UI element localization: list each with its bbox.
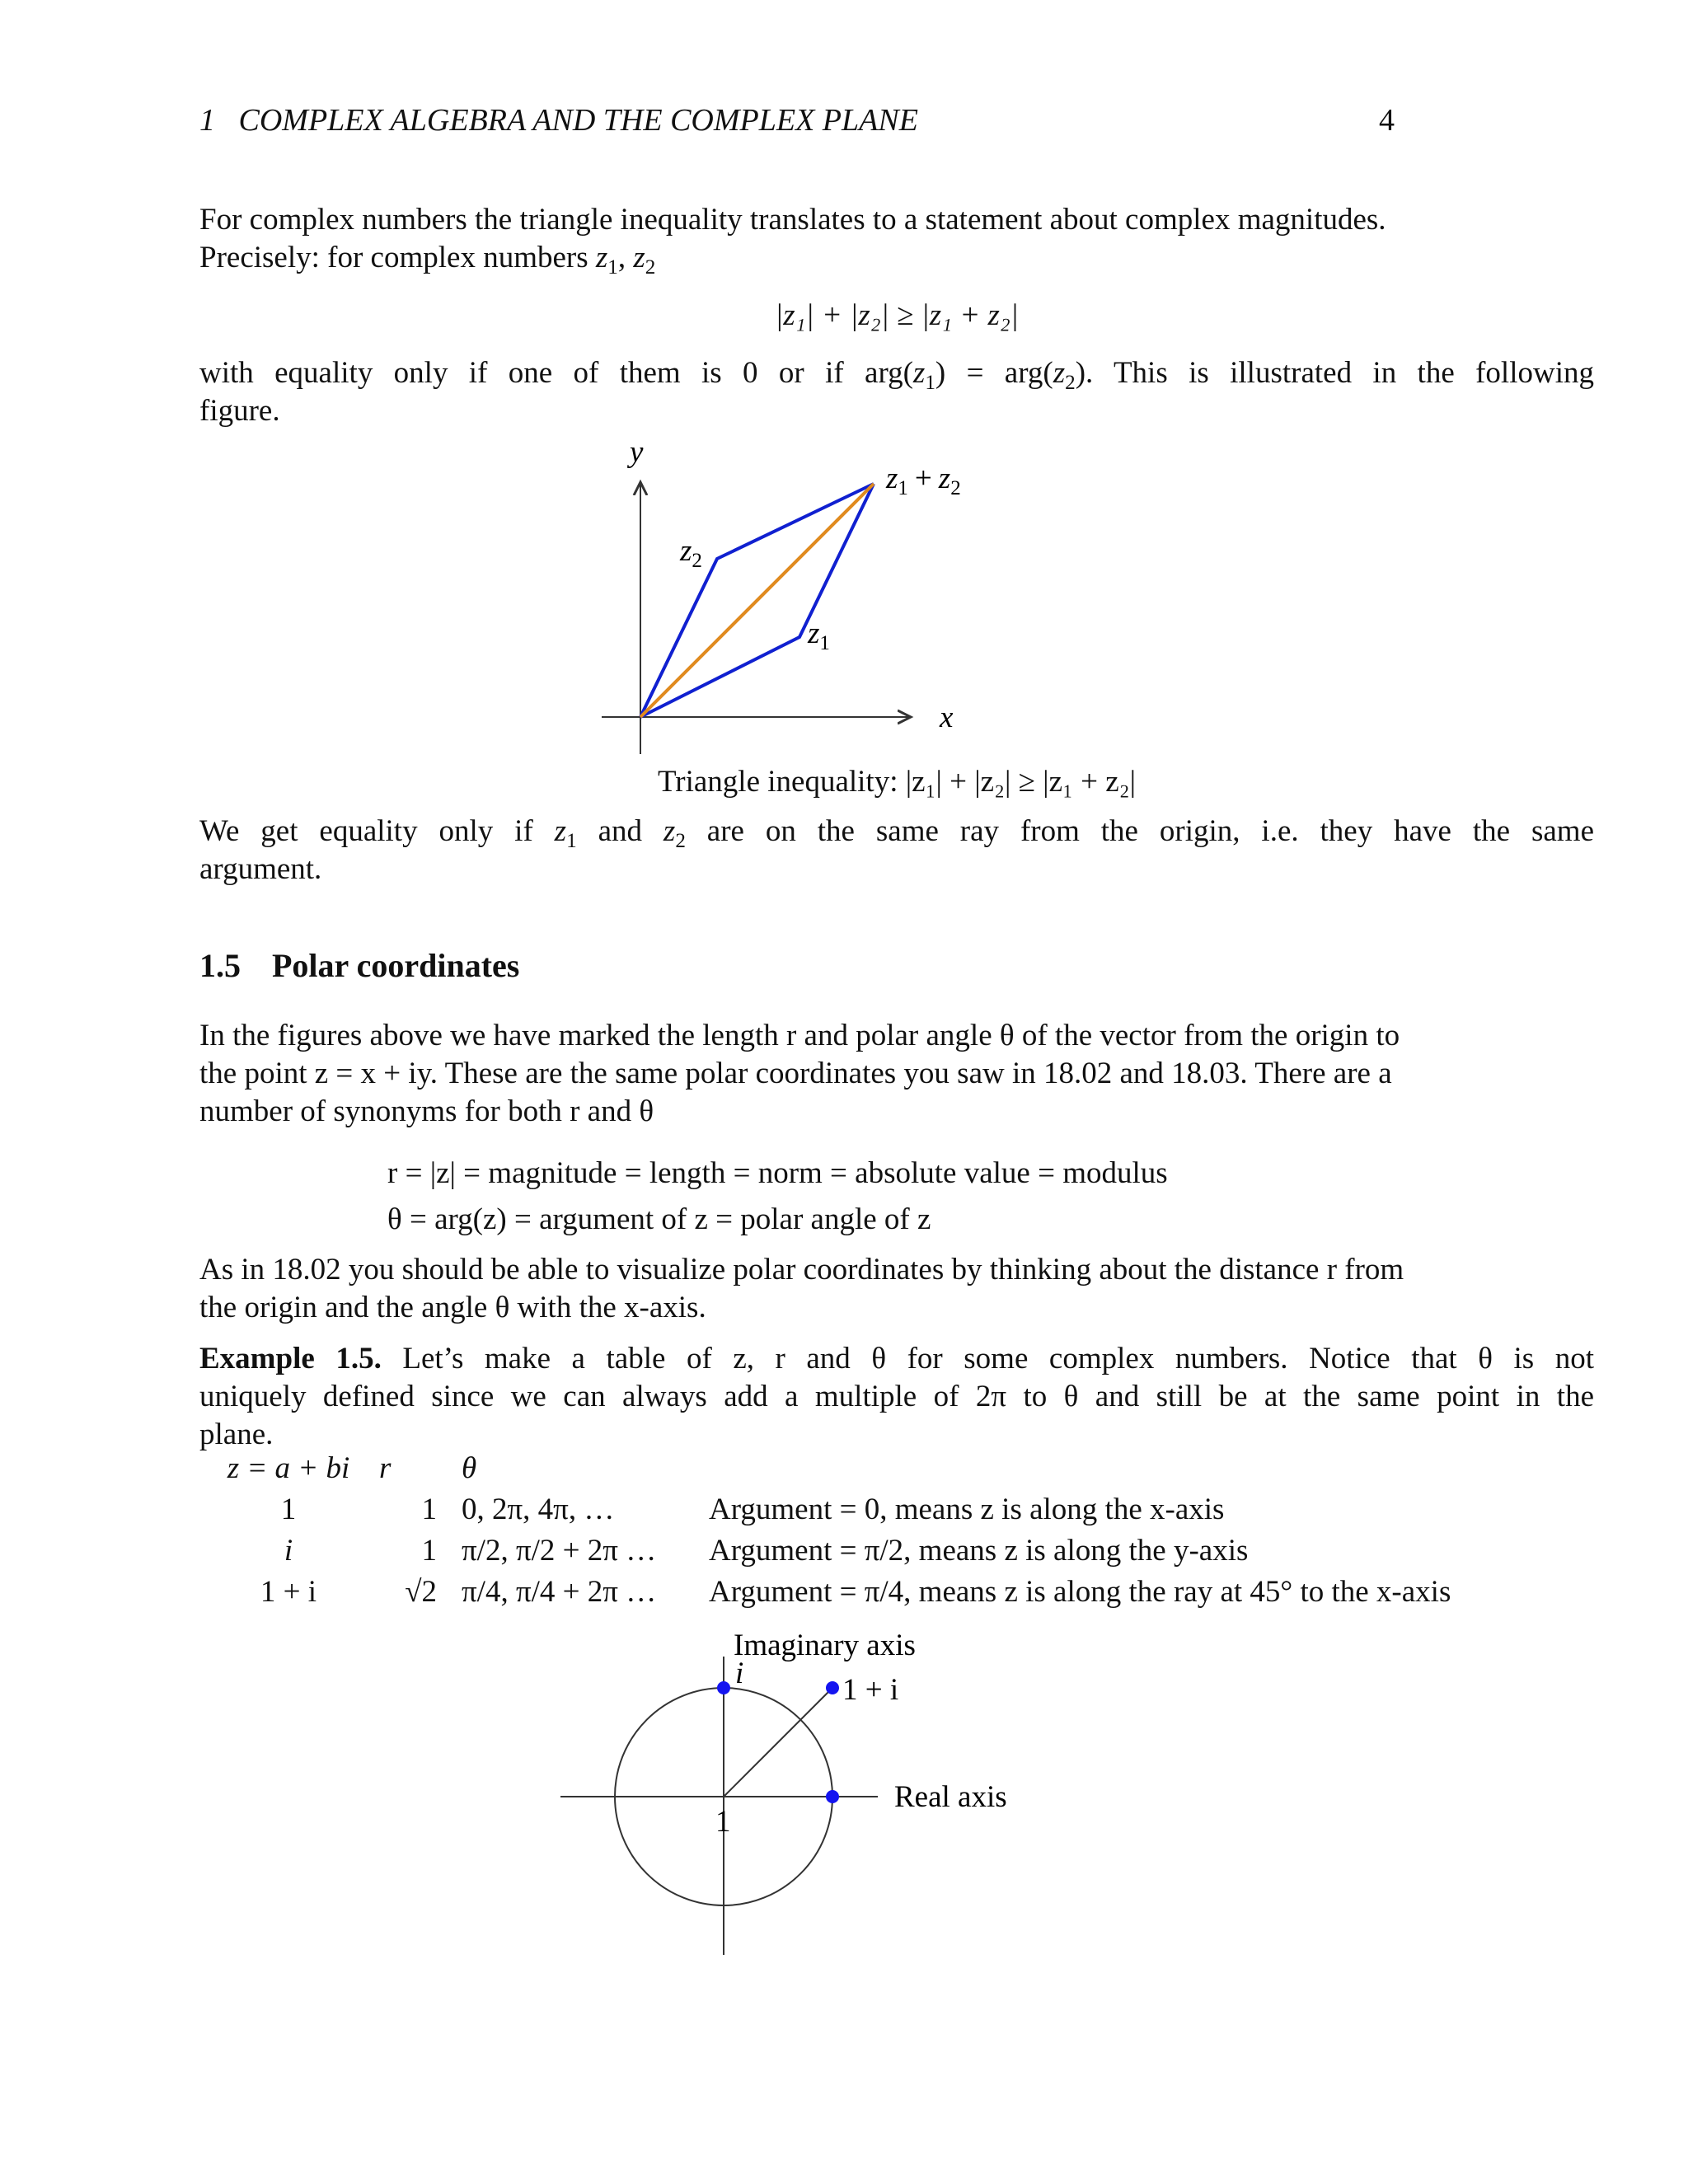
p1-line2: Precisely: for complex numbers $z_1$, $z_2$ (199, 241, 656, 279)
table-row: i 1 π/2, π/2 + 2π … Argument = π/2, means z is along the y-axis (284, 1534, 1249, 1568)
ray-to-1-plus-i (724, 1688, 832, 1797)
table-header: r (379, 1451, 392, 1485)
equation-triangle-inequality: |z₁| + |z₂| ≥ |z₁ + z₂| (775, 298, 1019, 332)
one-label: 1 (715, 1805, 731, 1839)
figure1-caption: Triangle inequality: |z₁| + |z₂| ≥ |z₁ + z₂| (657, 765, 1137, 799)
x-axis-label: x (940, 701, 954, 734)
p1-line1: For complex numbers the triangle inequality translates to a statement about complex magnitudes. (199, 203, 1386, 237)
one-plus-i-label: 1 + i (842, 1673, 899, 1707)
z2-label: $z_2$ (680, 534, 702, 572)
p2-line2: figure. (199, 394, 280, 428)
imaginary-axis-label: Imaginary axis (734, 1629, 916, 1662)
p5-line1: As in 18.02 you should be able to visualize polar coordinates by thinking about the distance r from (199, 1253, 1404, 1286)
example-label: Example 1.5. (199, 1342, 382, 1376)
diagonal-z1-plus-z2 (640, 484, 874, 717)
example-line2: uniquely defined since we can always add a multiple of 2π to θ and still be at the same point in the (199, 1380, 1594, 1413)
triangle-inequality-figure (577, 437, 1039, 766)
paragraph-1 (199, 201, 1594, 277)
table-row: 1 + i √2 π/4, π/4 + 2π … Argument = π/4, means z is along the ray at 45° to the x-axis (260, 1575, 1451, 1609)
p4-line2: the point z = x + iy. These are the same polar coordinates you saw in 18.02 and 18.03. There are a (199, 1057, 1392, 1090)
point-1-plus-i (826, 1681, 839, 1694)
polar-table (206, 1448, 1451, 1613)
table-header: θ (462, 1451, 477, 1485)
section-title: Polar coordinates (272, 947, 520, 984)
p4-line3: number of synonyms for both r and θ (199, 1094, 654, 1128)
p3-line1: We get equality only if $z_1$ and $z_2$ are on the same ray from the origin, i.e. they have the same (199, 814, 1594, 853)
synonyms-line-r: r = |z| = magnitude = length = norm = absolute value = modulus (387, 1156, 1168, 1190)
point-i (717, 1681, 730, 1694)
table-header (709, 1448, 1451, 1489)
z1-label: $z_1$ (808, 616, 830, 654)
p4-line1: In the figures above we have marked the length r and polar angle θ of the vector from the origin to (199, 1019, 1400, 1052)
page-number: 4 (1379, 103, 1395, 138)
i-label: i (735, 1657, 744, 1690)
example-paragraph (199, 1340, 1594, 1454)
real-axis-label: Real axis (894, 1780, 1007, 1814)
running-header (199, 102, 1395, 138)
table-header: z = a + bi (227, 1451, 350, 1485)
p2-line1: with equality only if one of them is 0 or if $arg(z_1) = arg(z_2)$. This is illustrated in the following (199, 356, 1594, 395)
section-number: 1.5 (199, 947, 241, 984)
header-title: COMPLEX ALGEBRA AND THE COMPLEX PLANE (238, 103, 918, 138)
paragraph-2 (199, 354, 1594, 430)
unit-circle-figure (560, 1615, 1022, 1970)
synonyms-line-theta: θ = arg(z) = argument of z = polar angle of z (387, 1202, 931, 1236)
table-row: 1 1 0, 2π, 4π, … Argument = 0, means z is along the x-axis (280, 1493, 1225, 1526)
example-line1: Example 1.5. Let’s make a table of z, r and θ for some complex numbers. Notice that θ is not (199, 1342, 1595, 1376)
synonyms-display (387, 1151, 1376, 1243)
header-chapter: 1 (199, 103, 215, 138)
section-heading (199, 946, 519, 985)
y-axis-label: y (630, 437, 644, 469)
sum-label: $z_1 + z_2$ (886, 462, 961, 499)
paragraph-3 (199, 813, 1594, 888)
point-1 (826, 1790, 839, 1803)
table-header-row (206, 1448, 1451, 1489)
p3-line2: argument. (199, 852, 322, 886)
example-line3: plane. (199, 1418, 274, 1451)
paragraph-5 (199, 1251, 1594, 1327)
p5-line2: the origin and the angle θ with the x-axis. (199, 1291, 706, 1324)
paragraph-4 (199, 1017, 1594, 1131)
